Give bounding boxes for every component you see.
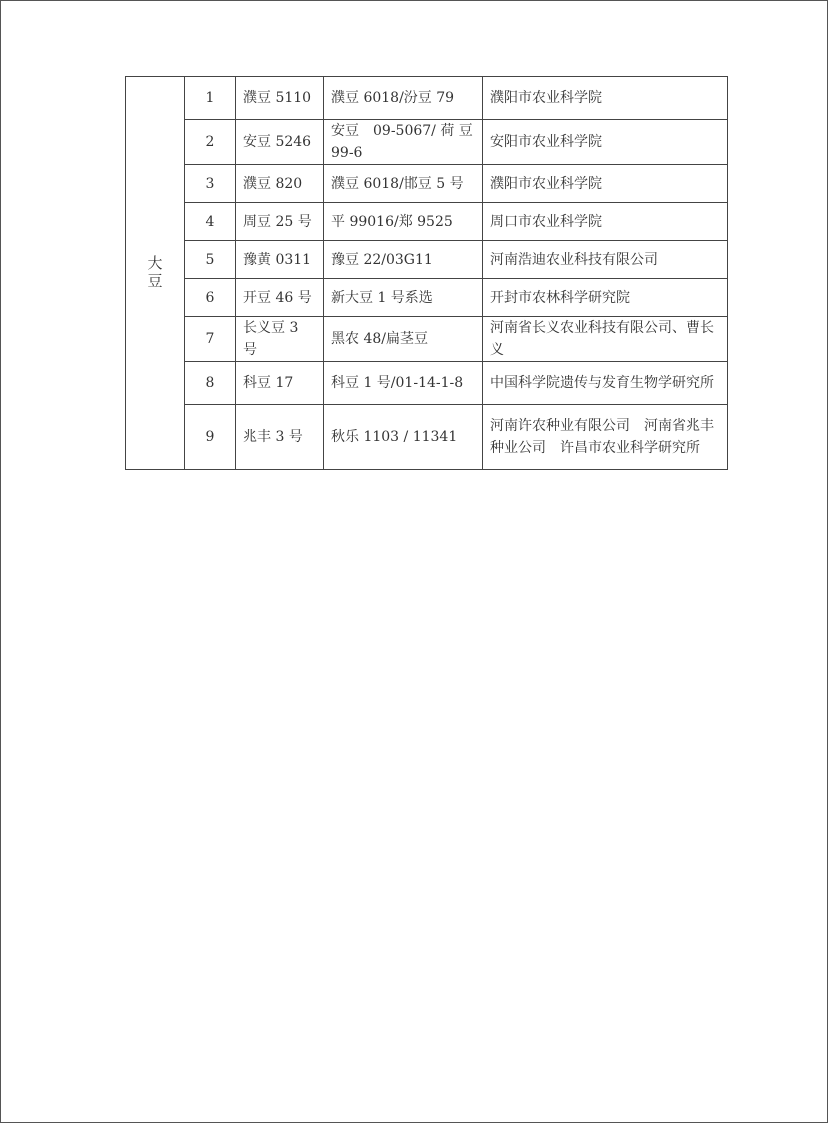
parentage: 濮豆 6018/汾豆 79 [324,77,483,120]
row-number: 7 [185,317,236,362]
breeding-unit: 河南省长义农业科技有限公司、曹长义 [483,317,728,362]
parentage: 豫豆 22/03G11 [324,241,483,279]
row-number: 4 [185,203,236,241]
row-number: 8 [185,362,236,405]
table-row [126,362,728,405]
variety-name: 濮豆 820 [236,165,324,203]
variety-name: 豫黄 0311 [236,241,324,279]
row-number: 1 [185,77,236,120]
breeding-unit: 濮阳市农业科学院 [483,165,728,203]
row-number: 2 [185,120,236,165]
parentage: 安豆 09-5067/ 荷 豆 99-6 [324,120,483,165]
parentage: 平 99016/郑 9525 [324,203,483,241]
table-row [126,405,728,470]
breeding-unit: 安阳市农业科学院 [483,120,728,165]
variety-name: 长义豆 3 号 [236,317,324,362]
breeding-unit: 河南浩迪农业科技有限公司 [483,241,728,279]
variety-name: 濮豆 5110 [236,77,324,120]
crop-label: 大豆 [147,253,163,290]
row-number: 5 [185,241,236,279]
breeding-unit: 开封市农林科学研究院 [483,279,728,317]
breeding-unit: 中国科学院遗传与发育生物学研究所 [483,362,728,405]
row-number: 3 [185,165,236,203]
variety-table [125,76,728,470]
row-number: 6 [185,279,236,317]
variety-name: 安豆 5246 [236,120,324,165]
table-row [126,241,728,279]
table-row [126,279,728,317]
breeding-unit: 河南许农种业有限公司 河南省兆丰种业公司 许昌市农业科学研究所 [483,405,728,470]
variety-name: 兆丰 3 号 [236,405,324,470]
parentage: 秋乐 1103 / 11341 [324,405,483,470]
parentage: 新大豆 1 号系选 [324,279,483,317]
parentage: 黑农 48/扁茎豆 [324,317,483,362]
crop-cell [126,77,185,470]
breeding-unit: 濮阳市农业科学院 [483,77,728,120]
parentage: 科豆 1 号/01-14-1-8 [324,362,483,405]
variety-name: 开豆 46 号 [236,279,324,317]
table-row [126,120,728,165]
table-row [126,203,728,241]
variety-name: 周豆 25 号 [236,203,324,241]
breeding-unit: 周口市农业科学院 [483,203,728,241]
variety-name: 科豆 17 [236,362,324,405]
table-row [126,317,728,362]
table-row [126,77,728,120]
row-number: 9 [185,405,236,470]
parentage: 濮豆 6018/邯豆 5 号 [324,165,483,203]
table-row [126,165,728,203]
